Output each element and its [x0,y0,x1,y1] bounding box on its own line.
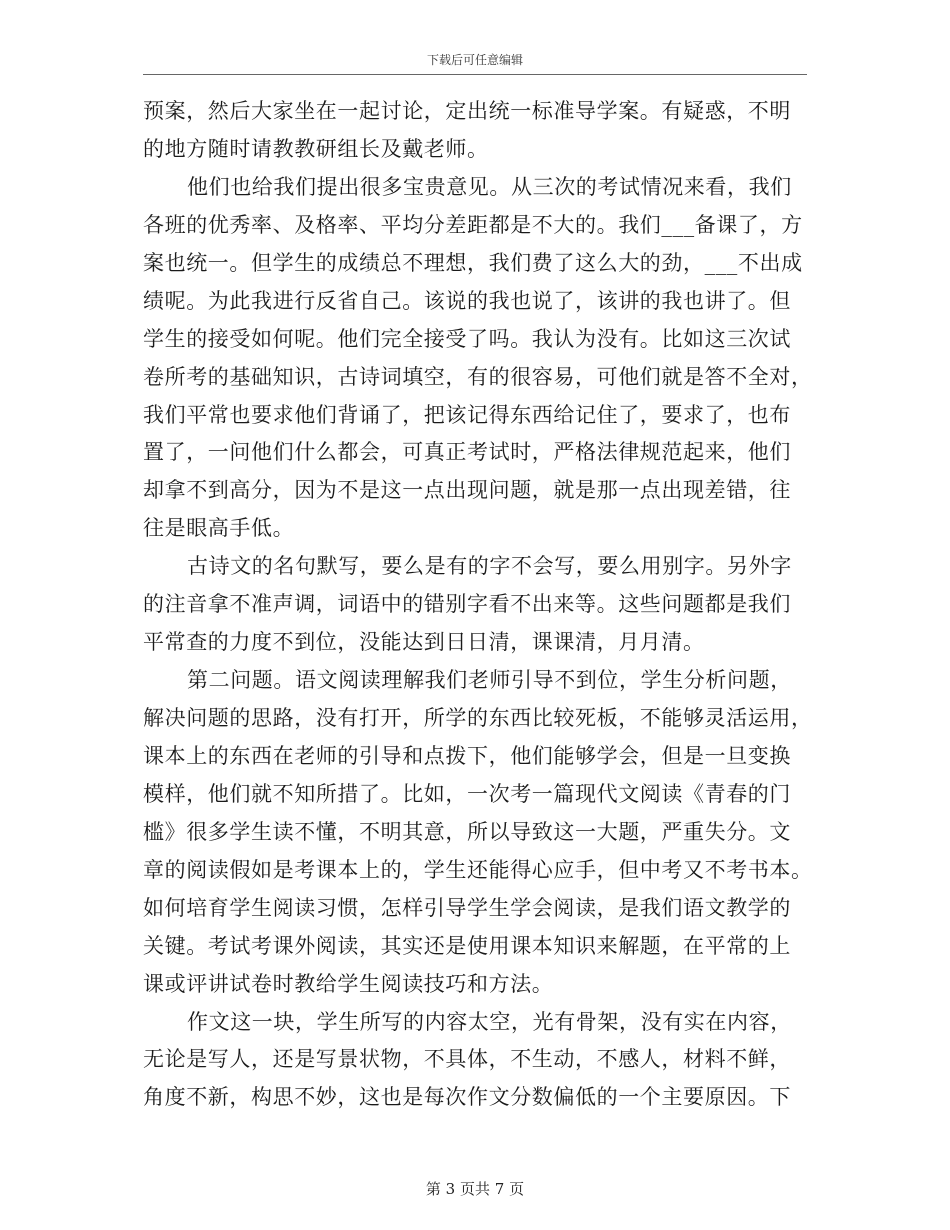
text-line: 的注音拿不准声调，词语中的错别字看不出来等。这些问题都是我们 [143,592,791,617]
text-line: 置了，一问他们什么都会，可真正考试时，严格法律规范起来，他们 [143,440,791,465]
header-divider [143,74,807,75]
text-line: 无论是写人，还是写景状物，不具体，不生动，不感人，材料不鲜， [143,1047,791,1072]
text-line: 第二问题。语文阅读理解我们老师引导不到位，学生分析问题， [187,668,792,693]
text-line: 学生的接受如何呢。他们完全接受了吗。我认为没有。比如这三次试 [143,326,791,351]
text-line: 往是眼高手低。 [143,516,295,541]
text-line: 他们也给我们提出很多宝贵意见。从三次的考试情况来看，我们 [187,174,792,199]
text-line: 角度不新，构思不妙，这也是每次作文分数偏低的一个主要原因。下 [143,1085,791,1110]
text-line: 解决问题的思路，没有打开，所学的东西比较死板，不能够灵活运用， [143,706,813,730]
text-line: 绩呢。为此我进行反省自己。该说的我也说了，该讲的我也讲了。但 [143,288,791,313]
text-line: 的地方随时请教教研组长及戴老师。 [143,136,489,161]
text-line: 作文这一块，学生所写的内容太空，光有骨架，没有实在内容， [187,1009,792,1034]
text-line: 各班的优秀率、及格率、平均分差距都是不大的。我们___备课了，方 [143,212,803,237]
document-body [143,93,813,1117]
text-line: 案也统一。但学生的成绩总不理想，我们费了这么大的劲，___不出成 [143,250,803,275]
text-line: 关键。考试考课外阅读，其实还是使用课本知识来解题，在平常的上 [143,933,791,958]
text-line: 我们平常也要求他们背诵了，把该记得东西给记住了，要求了，也布 [143,402,791,427]
text-line: 预案，然后大家坐在一起讨论，定出统一标准导学案。有疑惑，不明 [143,99,791,123]
text-line: 却拿不到高分，因为不是这一点出现问题，就是那一点出现差错，往 [143,478,791,503]
text-line: 卷所考的基础知识，古诗词填空，有的很容易，可他们就是答不全对， [143,364,813,389]
text-line: 平常查的力度不到位，没能达到日日清，课课清，月月清。 [143,630,705,655]
page-footer: 第 3 页共 7 页 [425,1180,525,1198]
text-line: 课或评讲试卷时教给学生阅读技巧和方法。 [143,971,554,996]
text-line: 古诗文的名句默写，要么是有的字不会写，要么用别字。另外字 [187,554,792,579]
text-line: 槛》很多学生读不懂，不明其意，所以导致这一大题，严重失分。文 [143,819,791,844]
text-line: 章的阅读假如是考课本上的，学生还能得心应手，但中考又不考书本。 [143,857,813,882]
text-line: 如何培育学生阅读习惯，怎样引导学生学会阅读，是我们语文教学的 [143,895,791,920]
page-header: 下载后可任意编辑 [426,53,523,67]
text-line: 模样，他们就不知所措了。比如，一次考一篇现代文阅读《青春的门 [143,781,791,806]
text-line: 课本上的东西在老师的引导和点拨下，他们能够学会，但是一旦变换 [143,743,791,768]
